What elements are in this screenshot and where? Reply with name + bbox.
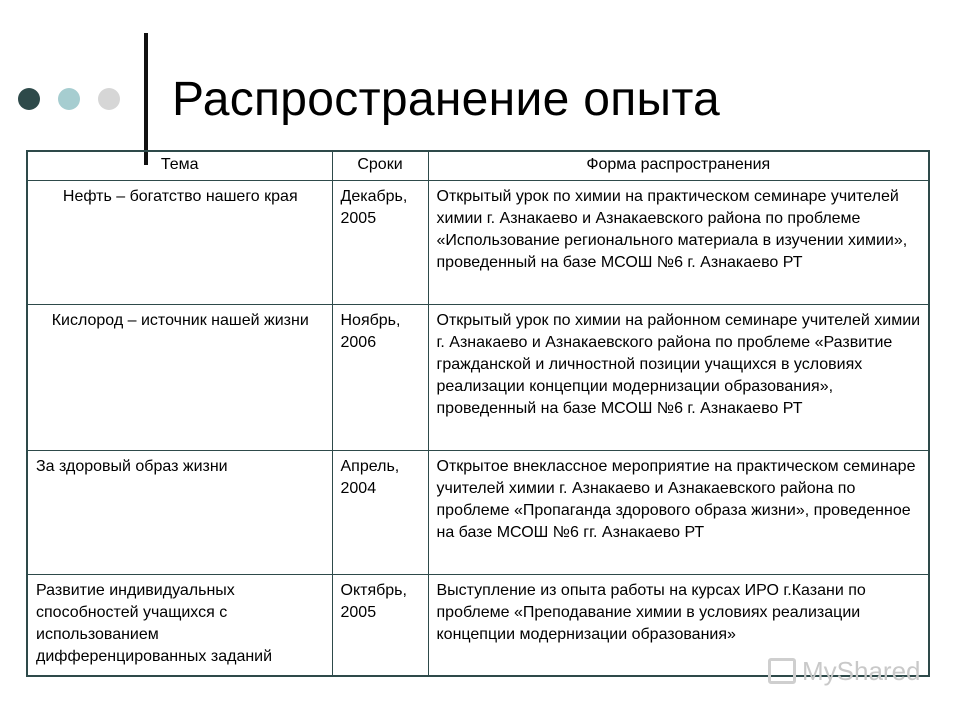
decor-dot-dark <box>18 88 40 110</box>
watermark <box>768 656 921 687</box>
row-date: Октябрь, 2005 <box>332 575 428 677</box>
title-divider <box>144 33 148 165</box>
header-form: Форма распространения <box>428 151 929 181</box>
row-topic: За здоровый образ жизни <box>27 451 332 575</box>
row-date: Декабрь, 2005 <box>332 181 428 305</box>
row-form: Выступление из опыта работы на курсах ИРО г.Казани по проблеме «Преподавание химии в условиях реализации концепции модернизации образования» <box>428 575 929 677</box>
table-row <box>27 181 929 305</box>
row-form: Открытый урок по химии на практическом семинаре учителей химии г. Азнакаево и Азнакаевского района по проблеме «Использование регионального материала в изучении химии», проведенный на базе МСОШ №6 г. Азнакаево РТ <box>428 181 929 305</box>
experience-table <box>26 150 930 677</box>
decor-dot-teal <box>58 88 80 110</box>
row-topic: Развитие индивидуальных способностей учащихся с использованием дифференцированных заданий <box>27 575 332 677</box>
watermark-text: MyShared <box>802 656 921 686</box>
row-date: Апрель, 2004 <box>332 451 428 575</box>
row-form: Открытое внеклассное мероприятие на практическом семинаре учителей химии г. Азнакаево и Азнакаевского района по проблеме «Пропаганда здорового образа жизни», проведенное на базе МСОШ №6 гг. Азнакаево РТ <box>428 451 929 575</box>
table-row <box>27 451 929 575</box>
header-date: Сроки <box>332 151 428 181</box>
table-header-row <box>27 151 929 181</box>
row-topic: Кислород – источник нашей жизни <box>27 305 332 451</box>
row-date: Ноябрь, 2006 <box>332 305 428 451</box>
row-topic: Нефть – богатство нашего края <box>27 181 332 305</box>
slide-title: Распространение опыта <box>172 73 721 126</box>
presentation-icon <box>768 658 796 684</box>
decor-dot-gray <box>98 88 120 110</box>
row-form: Открытый урок по химии на районном семинаре учителей химии г. Азнакаево и Азнакаевского района по проблеме «Развитие гражданской и личностной позиции учащихся в условиях реализации концепции модернизации образования», проведенный на базе МСОШ №6 г. Азнакаево РТ <box>428 305 929 451</box>
table-row <box>27 305 929 451</box>
header-topic: Тема <box>27 151 332 181</box>
